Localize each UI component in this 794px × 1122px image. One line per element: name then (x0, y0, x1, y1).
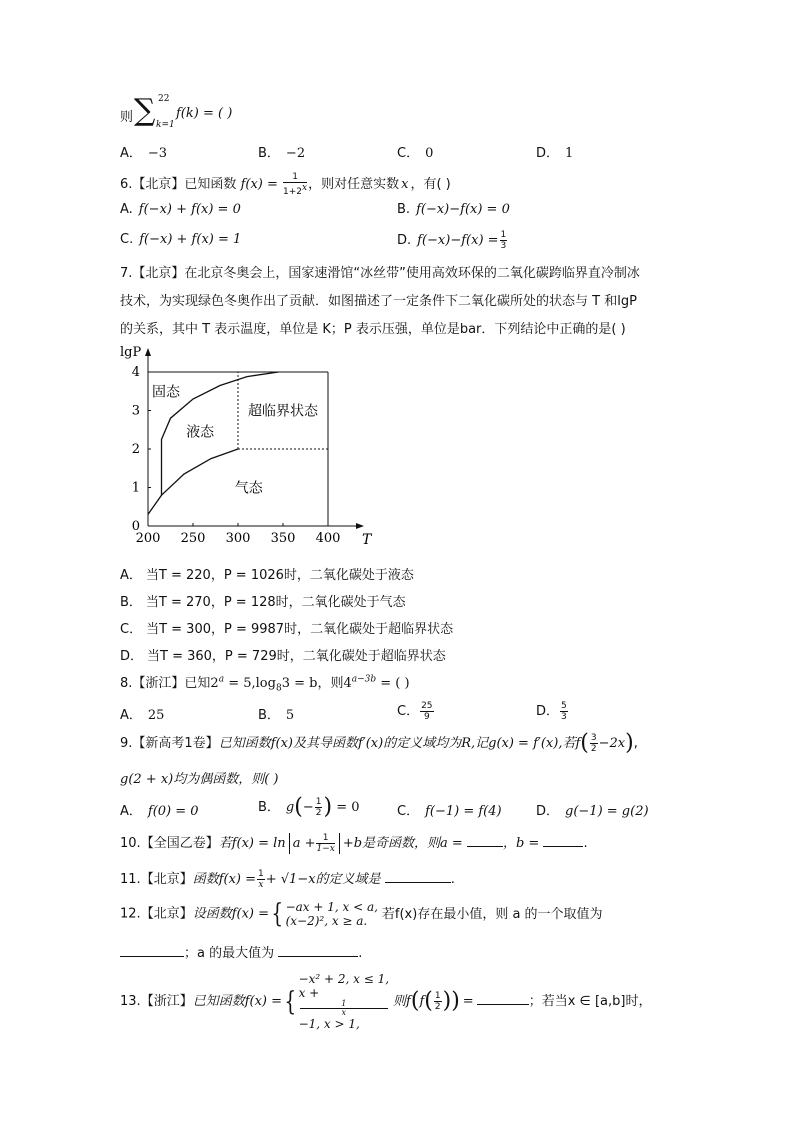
q9-line2: g(2 + x)均为偶函数，则( ) (120, 772, 279, 787)
q7-option-b: B． 当T = 270，P = 128时，二氧化碳处于气态 (120, 595, 406, 610)
q8-stem: 8.【浙江】已知$2^a = 5,\log_83 = b$，则$4^{a-3b}$ = ( ) (120, 674, 410, 694)
region-label: 液态 (186, 424, 215, 441)
phase-diagram-chart (110, 340, 380, 555)
q6-option-d: D. f(−x)−f(x) = $\frac{1}{3}$ (397, 230, 507, 251)
region-label: 固态 (152, 384, 180, 401)
sum-body: f(k) = ( ) (176, 106, 233, 121)
q9-option-d: D． g(−1) = g(2) (536, 804, 649, 819)
q5-option-b: B． −2 (258, 146, 306, 161)
q12-blank-b[interactable] (278, 945, 358, 957)
y-axis-arrow (145, 348, 151, 356)
x-tick-label: 250 (180, 531, 206, 546)
q7-line2: 技术，为实现绿色冬奥作出了贡献．如图描述了一定条件下二氧化碳所处的状态与 T 和lgP (120, 294, 637, 309)
q5-prefix: 则 (120, 110, 134, 125)
q8-option-c: C． $\frac{25}{9}$ (397, 701, 433, 722)
q5-option-c: C． 0 (397, 146, 434, 161)
q6-stem: 6.【北京】已知函数 f(x) = $\frac{1}{1+2^x}$ ，则对任意实数 x ，有( ) (120, 172, 451, 197)
q5-option-d: D． 1 (536, 146, 574, 161)
q13-blank[interactable] (477, 993, 529, 1005)
q12-stem: 12.【北京】设函数f(x) ={ −ax + 1, x < a, (x−2)², x ≥ a. 若f(x)存在最小值，则 a 的一个取值为 (120, 899, 603, 929)
sum-symbol: ∑ (134, 93, 156, 128)
q11-blank[interactable] (385, 871, 451, 883)
y-tick-label: 1 (131, 480, 140, 496)
q8-option-b: B． 5 (258, 708, 295, 723)
q13-stem: 13.【浙江】已知函数f(x) ={ −x² + 2, x ≤ 1, x + 1 x −1, x > 1, 则f(f( $\frac{1}{2}$ )) = ；若当x ∈ [a,b]时， (120, 972, 652, 1031)
y-tick-label: 3 (131, 403, 140, 419)
region-label: 气态 (234, 480, 263, 497)
y-tick-label: 0 (131, 519, 140, 534)
q8-option-a: A． 25 (120, 708, 165, 723)
x-axis-arrow (356, 523, 364, 529)
q10-stem: 10.【全国乙卷】若f(x) = ln a + $\frac{1}{1-x}$ +b是奇函数，则a = ，b = . (120, 833, 588, 854)
sum-lower: k=1 (156, 120, 175, 130)
q6-option-a: A. f(−x) + f(x) = 0 (120, 202, 241, 217)
q9-option-c: C． f(−1) = f(4) (397, 804, 502, 819)
q7-option-a: A． 当T = 220，P = 1026时，二氧化碳处于液态 (120, 568, 414, 583)
q11-stem: 11.【北京】函数f(x) = $\frac{1}{x}$ + √1−x的定义域是 . (120, 869, 455, 890)
sum-upper: 22 (158, 94, 170, 104)
q7-line3: 的关系，其中 T 表示温度，单位是 K；P 表示压强，单位是bar．下列结论中正确的是( ) (120, 322, 626, 337)
q6-fraction: $\frac{1}{1+2^x}$ (283, 172, 308, 197)
q10-blank-a[interactable] (467, 835, 503, 847)
q10-blank-b[interactable] (543, 835, 583, 847)
y-tick-label: 2 (131, 442, 140, 457)
q6-d-fraction: $\frac{1}{3}$ (500, 230, 507, 251)
q12-blank-a[interactable] (120, 945, 184, 957)
region-label: 超临界状态 (248, 403, 318, 420)
q8-option-d: D． $\frac{5}{3}$ (536, 701, 567, 722)
q6-option-b: B. f(−x)−f(x) = 0 (397, 202, 510, 217)
y-tick-label: 4 (131, 365, 140, 380)
q9-option-a: A． f(0) = 0 (120, 804, 199, 819)
q12-line2: ；a 的最大值为 . (120, 942, 362, 961)
x-tick-label: 350 (270, 531, 296, 546)
q5-option-a: A． −3 (120, 146, 168, 161)
q9-line1: 9.【新高考1卷】已知函数f(x)及其导函数f′(x)的定义域均为R,记g(x) = f′(x),若f( $\frac{3}{2}$ −2x), (120, 730, 638, 756)
q7-line1: 7.【北京】在北京冬奥会上，国家速滑馆“冰丝带”使用高效环保的二氧化碳跨临界直冷制冰 (120, 266, 640, 281)
q7-option-d: D． 当T = 360，P = 729时，二氧化碳处于超临界状态 (120, 649, 446, 664)
x-tick-label: 300 (225, 531, 251, 546)
y-axis-label: lgP (120, 345, 142, 360)
q9-option-b: B． g(− $\frac{1}{2}$ ) = 0 (258, 794, 360, 820)
x-axis-label: T (362, 532, 372, 548)
q6-option-c: C. f(−x) + f(x) = 1 (120, 232, 242, 247)
x-tick-label: 200 (135, 531, 161, 546)
q7-option-c: C． 当T = 300，P = 9987时，二氧化碳处于超临界状态 (120, 622, 454, 637)
x-tick-label: 400 (315, 531, 341, 546)
